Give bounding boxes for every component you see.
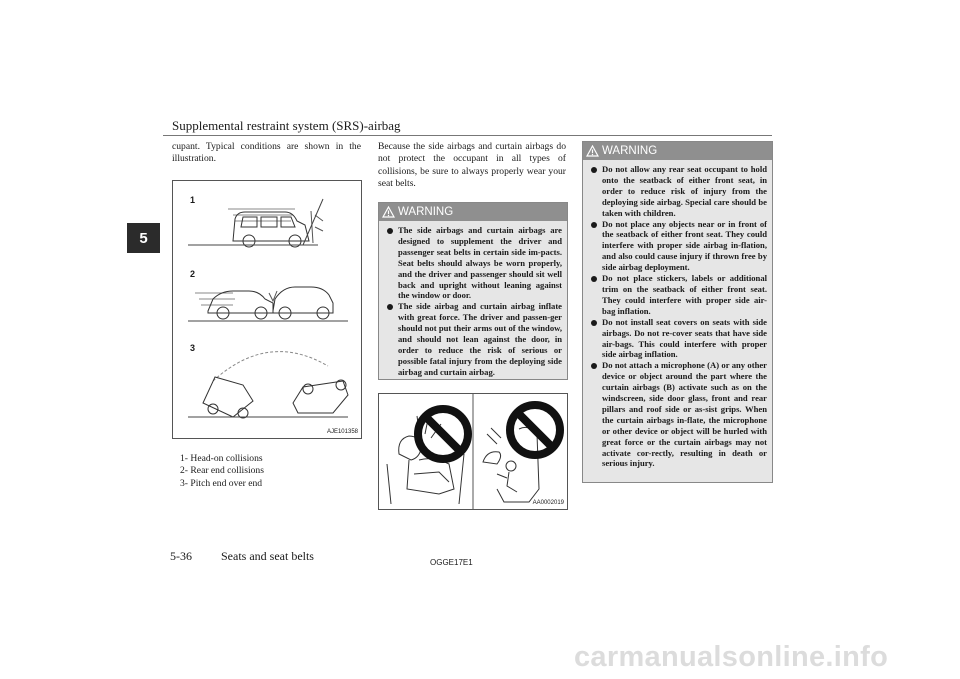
collision-types-figure (172, 180, 362, 439)
figure-legend (180, 453, 264, 490)
no-symbol-slash (518, 413, 552, 447)
warning-triangle-icon (586, 145, 599, 157)
warning-triangle-icon (382, 206, 395, 218)
warning-item: Do not place any objects near or in front of the seatback of either front seat. They could interfere with proper side airbag in-flation, and also could cause injury if thrown free by side airbag deployment. (591, 219, 767, 274)
warning-item: The side airbags and curtain airbags are designed to supplement the driver and passenger seat belts in certain side im-pacts. Seat belts should always be worn properly, and the driver and passenger should sit well back and upright without leaning against the window or door. (387, 225, 562, 301)
footer-section-name: Seats and seat belts (221, 549, 314, 563)
warning-box-middle (378, 202, 568, 380)
figure-code: AJE101358 (326, 429, 358, 435)
footer-document-code: OGGE17E1 (430, 558, 473, 567)
warning-box-right (582, 141, 773, 483)
header-rule (163, 135, 772, 136)
collision-illustration (173, 181, 361, 438)
figure-label-1: 1 (190, 195, 196, 205)
middle-intro-text: Because the side airbags and curtain airbags do not protect the occupant in all types of collisions, be sure to always properly wear your seat belts. (378, 141, 566, 190)
warning-header (583, 142, 772, 160)
figure-code: AA0002019 (532, 500, 564, 506)
legend-item: 1- Head-on collisions (180, 453, 263, 464)
warning-item: Do not attach a microphone (A) or any other device or object around the part where the curtain airbags (B) activate such as on the windscreen, side door glass, front and rear pillars and roof side or as-sist grips. When the curtain airbags in-flate, the microphone or other device or object will be hurled with great force or the curtain airbags may not activate cor-rectly, resulting in death or serious injury. (591, 360, 767, 469)
page-header-title: Supplemental restraint system (SRS)-airbag (172, 118, 401, 133)
footer-page-number: 5-36 (170, 549, 192, 563)
no-symbol-slash (426, 417, 460, 451)
figure-label-3: 3 (190, 343, 196, 353)
head-on-collision-car (188, 199, 323, 247)
watermark: carmanualsonline.info (574, 641, 889, 673)
chapter-tab: 5 (127, 223, 160, 253)
warning-item: Do not install seat covers on seats with side airbags. Do not re-cover seats that have side air-bags. This could interfere with proper side airbag inflation. (591, 317, 767, 361)
legend-item: 2- Rear end collisions (180, 465, 264, 477)
warning-header (379, 203, 567, 221)
warning-title: WARNING (602, 145, 658, 157)
legend-item: 3- Pitch end over end (180, 477, 263, 489)
warning-item: Do not place stickers, labels or additional trim on the seatback of either front seat. They could interfere with proper side air-bag inflation. (591, 273, 767, 317)
figure-label-2: 2 (190, 269, 196, 279)
warning-item: The side airbag and curtain airbag inflate with great force. The driver and passen-ger should not put their arms out of the window, and should not lean against the door, in order to reduce the risk of serious or possible fatal injury from the deploying side airbag and curtain airbag. (387, 301, 562, 377)
warning-title: WARNING (398, 206, 454, 218)
prohibited-postures-illustration (379, 394, 567, 509)
warning-item: Do not allow any rear seat occupant to hold onto the seatback of either front seat, in order to reduce risk of injury from the deploying side airbag. Special care should be taken with children. (591, 164, 767, 219)
left-intro-text: cupant. Typical conditions are shown in the illustration. (172, 141, 361, 165)
prohibited-postures-figure (378, 393, 568, 510)
rollover-collision-cars (188, 352, 348, 418)
rear-end-collision-cars (188, 287, 348, 321)
